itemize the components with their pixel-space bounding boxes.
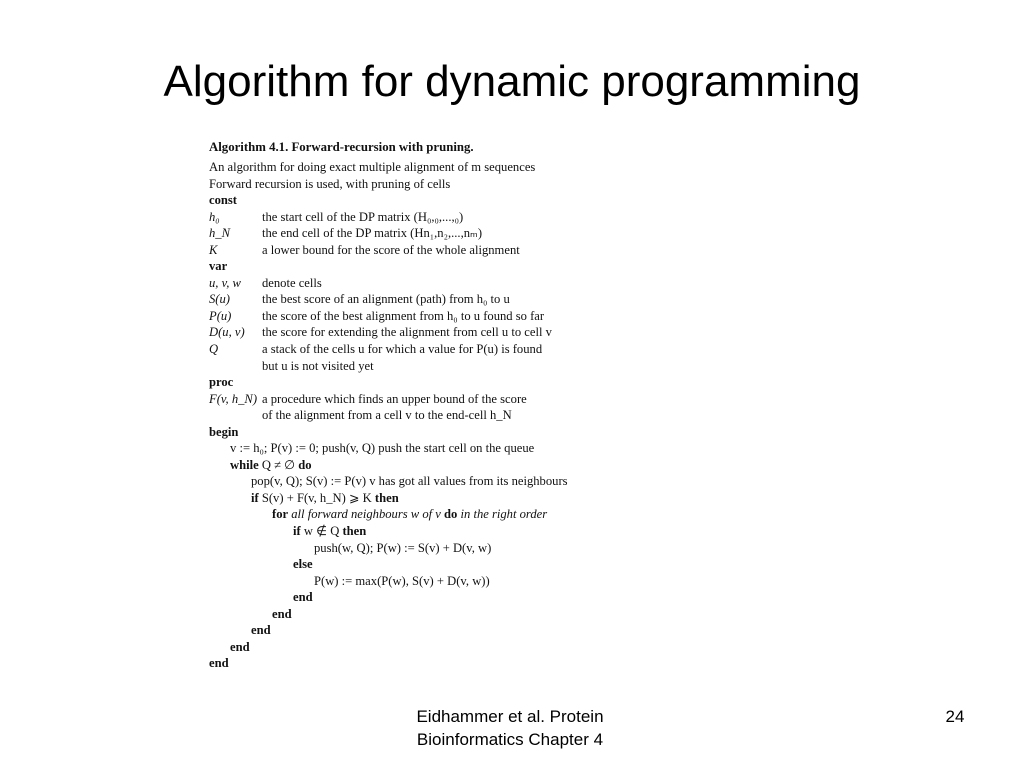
- algorithm-keyword: do: [444, 507, 458, 522]
- page-number: 24: [945, 707, 965, 726]
- definition-term: u, v, w: [209, 275, 241, 290]
- slide-title: Algorithm for dynamic programming: [163, 57, 861, 106]
- algorithm-statement: else: [293, 557, 313, 572]
- algorithm-statement: push(w, Q); P(w) := S(v) + D(v, w): [314, 540, 492, 555]
- algorithm-statement: An algorithm for doing exact multiple alignment of m sequences: [209, 160, 536, 174]
- algorithm-statement: var: [209, 259, 228, 274]
- algorithm-line: [209, 424, 679, 441]
- algorithm-statement: const: [209, 193, 237, 208]
- algorithm-statement: [272, 506, 547, 523]
- definition-description: the score for extending the alignment from cell u to cell v: [262, 325, 552, 340]
- definition-term: D(u, v): [209, 325, 245, 340]
- algorithm-statement: proc: [209, 375, 234, 390]
- algorithm-line: [209, 589, 679, 606]
- definition-description: the end cell of the DP matrix (Hn₁,n₂,...,nₘ): [262, 226, 483, 241]
- definition-description: a lower bound for the score of the whole alignment: [262, 242, 520, 257]
- definition-term: P(u): [209, 308, 232, 323]
- algorithm-line: [209, 523, 679, 540]
- algorithm-keyword: then: [374, 490, 399, 505]
- definition-description: a stack of the cells u for which a value for P(u) is found: [262, 342, 543, 357]
- algorithm-line: [209, 374, 679, 391]
- algorithm-keyword: then: [342, 524, 367, 539]
- algorithm-line: [209, 639, 679, 656]
- algorithm-line: [209, 176, 679, 193]
- algorithm-line: [209, 573, 679, 590]
- algorithm-statement: end: [272, 606, 292, 621]
- algorithm-statement: end: [251, 623, 271, 638]
- algorithm-line: [209, 655, 679, 672]
- footer-source-line-2: Bioinformatics Chapter 4: [416, 730, 604, 749]
- algorithm-statement: Forward recursion is used, with pruning of cells: [209, 176, 451, 191]
- footer-source: [360, 705, 660, 751]
- algorithm-statement: end: [230, 639, 250, 654]
- definition-description: the score of the best alignment from h₀ to u found so far: [262, 308, 545, 323]
- algorithm-line: [209, 556, 679, 573]
- algorithm-line: [209, 440, 679, 457]
- algorithm-line: [209, 473, 679, 490]
- algorithm-line: [209, 192, 679, 209]
- algorithm-expression: w ∉ Q: [303, 524, 340, 539]
- algorithm-line: [209, 308, 679, 325]
- definition-term: Q: [209, 342, 219, 357]
- algorithm-listing: [209, 137, 679, 672]
- algorithm-line: [209, 622, 679, 639]
- algorithm-line: [209, 407, 679, 424]
- algorithm-heading: Algorithm 4.1. Forward-recursion with pruning.: [209, 140, 474, 154]
- definition-term: K: [209, 242, 218, 257]
- algorithm-line: [209, 490, 679, 507]
- algorithm-line: [209, 506, 679, 523]
- algorithm-statement: [230, 457, 312, 474]
- algorithm-line: [209, 606, 679, 623]
- algorithm-statement: begin: [209, 424, 239, 439]
- algorithm-line: [209, 358, 679, 375]
- algorithm-statement: [293, 523, 366, 540]
- algorithm-line: [209, 258, 679, 275]
- definition-description: of the alignment from a cell v to the end-cell h_N: [262, 408, 512, 423]
- algorithm-line: [209, 275, 679, 292]
- algorithm-keyword: while: [230, 457, 259, 472]
- algorithm-line: [209, 225, 679, 242]
- algorithm-comment: in the right order: [460, 507, 548, 522]
- definition-term: h_N: [209, 226, 230, 241]
- algorithm-statement: [251, 490, 399, 507]
- definition-term: S(u): [209, 292, 230, 307]
- algorithm-line: [209, 324, 679, 341]
- footer-source-line-1: Eidhammer et al. Protein: [416, 707, 604, 726]
- algorithm-keyword: do: [298, 457, 312, 472]
- algorithm-statement: P(w) := max(P(w), S(v) + D(v, w)): [314, 573, 490, 588]
- algorithm-line: [209, 159, 679, 176]
- algorithm-line: [209, 341, 679, 358]
- algorithm-statement: end: [293, 590, 313, 605]
- algorithm-statement: end: [209, 656, 229, 671]
- algorithm-statement: pop(v, Q); S(v) := P(v) v has got all values from its neighbours: [251, 474, 568, 489]
- algorithm-line: [209, 391, 679, 408]
- algorithm-expression: S(v) + F(v, h_N) ⩾ K: [261, 490, 372, 505]
- definition-description: the start cell of the DP matrix (H₀,₀,...,₀): [262, 209, 464, 224]
- definition-description: a procedure which finds an upper bound of the score: [262, 391, 527, 406]
- algorithm-keyword: if: [251, 490, 259, 505]
- algorithm-line: [209, 457, 679, 474]
- definition-term: h₀: [209, 209, 220, 224]
- algorithm-expression: all forward neighbours w of v: [291, 507, 441, 522]
- algorithm-statement: v := h₀; P(v) := 0; push(v, Q) push the start cell on the queue: [230, 441, 535, 456]
- algorithm-line: [209, 209, 679, 226]
- algorithm-keyword: if: [293, 524, 301, 539]
- algorithm-lines: [209, 159, 679, 672]
- algorithm-keyword: for: [272, 507, 289, 522]
- definition-term: F(v, h_N): [209, 391, 258, 406]
- algorithm-line: [209, 540, 679, 557]
- algorithm-line: [209, 242, 679, 259]
- algorithm-line: [209, 291, 679, 308]
- definition-description: the best score of an alignment (path) from h₀ to u: [262, 292, 510, 307]
- definition-description: but u is not visited yet: [262, 358, 374, 373]
- algorithm-expression: Q ≠ ∅: [261, 457, 296, 472]
- definition-description: denote cells: [262, 275, 322, 290]
